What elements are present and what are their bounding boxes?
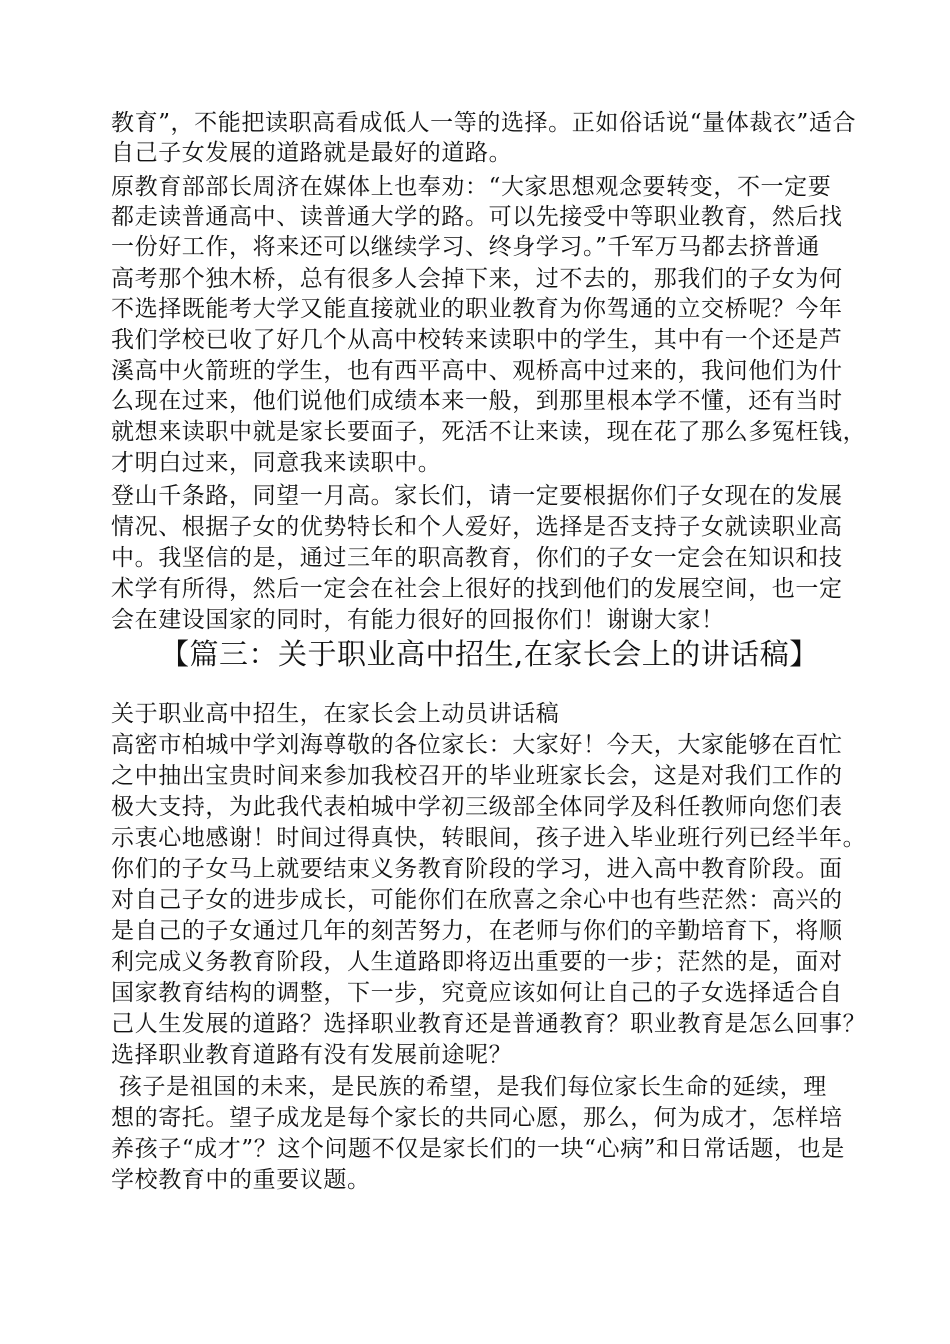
text-line: 关于职业高中招生，在家长会上动员讲话稿 (111, 701, 560, 727)
text-line: 我们学校已收了好几个从高中校转来读职中的学生，其中有一个还是芦 (111, 327, 843, 353)
text-line: 一份好工作，将来还可以继续学习、终身学习。”千军万马都去挤普通 (111, 234, 820, 260)
text-line: 你们的子女马上就要结束义务教育阶段的学习，进入高中教育阶段。面 (111, 856, 843, 882)
text-line: 孩子是祖国的未来，是民族的希望，是我们每位家长生命的延续，理 (111, 1074, 827, 1100)
text-line: 原教育部部长周济在媒体上也奉劝：“大家思想观念要转变，不一定要 (111, 174, 832, 200)
text-line: 己人生发展的道路？选择职业教育还是普通教育？职业教育是怎么回事？ (111, 1011, 867, 1037)
text-line: 之中抽出宝贵时间来参加我校召开的毕业班家长会，这是对我们工作的 (111, 763, 843, 789)
text-line: 都走读普通高中、读普通大学的路。可以先接受中等职业教育，然后找 (111, 204, 843, 230)
text-line: 示衷心地感谢！时间过得真快，转眼间，孩子进入毕业班行列已经半年。 (111, 825, 867, 851)
text-line: 高密市柏城中学刘海尊敬的各位家长：大家好！今天，大家能够在百忙 (111, 732, 843, 758)
text-line: 养孩子“成才”？这个问题不仅是家长们的一块“心病”和日常话题，也是 (111, 1136, 845, 1162)
text-line: 国家教育结构的调整，下一步，究竟应该如何让自己的子女选择适合自 (111, 980, 843, 1006)
text-line: 溪高中火箭班的学生，也有西平高中、观桥高中过来的，我问他们为什 (111, 358, 843, 384)
text-line: 教育”，不能把读职高看成低人一等的选择。正如俗话说“量体裁衣”适合 (111, 110, 857, 136)
text-line: 中。我坚信的是，通过三年的职高教育，你们的子女一定会在知识和技 (111, 545, 843, 571)
text-line: 情况、根据子女的优势特长和个人爱好，选择是否支持子女就读职业高 (111, 514, 843, 540)
text-line: 高考那个独木桥，总有很多人会掉下来，过不去的，那我们的子女为何 (111, 266, 843, 292)
text-line: 极大支持，为此我代表柏城中学初三级部全体同学及科任教师向您们表 (111, 794, 843, 820)
text-line: 登山千条路，同望一月高。家长们，请一定要根据你们子女现在的发展 (111, 483, 843, 509)
text-line: 选择职业教育道路有没有发展前途呢？ (111, 1042, 513, 1068)
text-line: 术学有所得，然后一定会在社会上很好的找到他们的发展空间，也一定 (111, 576, 843, 602)
text-line: 对自己子女的进步成长，可能你们在欣喜之余心中也有些茫然：高兴的 (111, 887, 843, 913)
text-line: 是自己的子女通过几年的刻苦努力，在老师与你们的辛勤培育下，将顺 (111, 918, 843, 944)
text-line: 想的寄托。望子成龙是每个家长的共同心愿，那么，何为成才，怎样培 (111, 1105, 843, 1131)
text-line: 么现在过来，他们说他们成绩本来一般，到那里根本学不懂，还有当时 (111, 388, 843, 414)
text-line: 学校教育中的重要议题。 (111, 1167, 371, 1193)
section-heading: 【篇三：关于职业高中招生,在家长会上的讲话稿】 (160, 637, 819, 671)
text-line: 就想来读职中就是家长要面子，死活不让来读，现在花了那么多冤枉钱， (111, 419, 867, 445)
text-line: 自己子女发展的道路就是最好的道路。 (111, 140, 513, 166)
text-line: 才明白过来，同意我来读职中。 (111, 450, 442, 476)
text-line: 利完成义务教育阶段，人生道路即将迈出重要的一步；茫然的是，面对 (111, 949, 843, 975)
text-line: 不选择既能考大学又能直接就业的职业教育为你驾通的立交桥呢？今年 (111, 296, 843, 322)
text-line: 会在建设国家的同时，有能力很好的回报你们！谢谢大家！ (111, 607, 725, 633)
